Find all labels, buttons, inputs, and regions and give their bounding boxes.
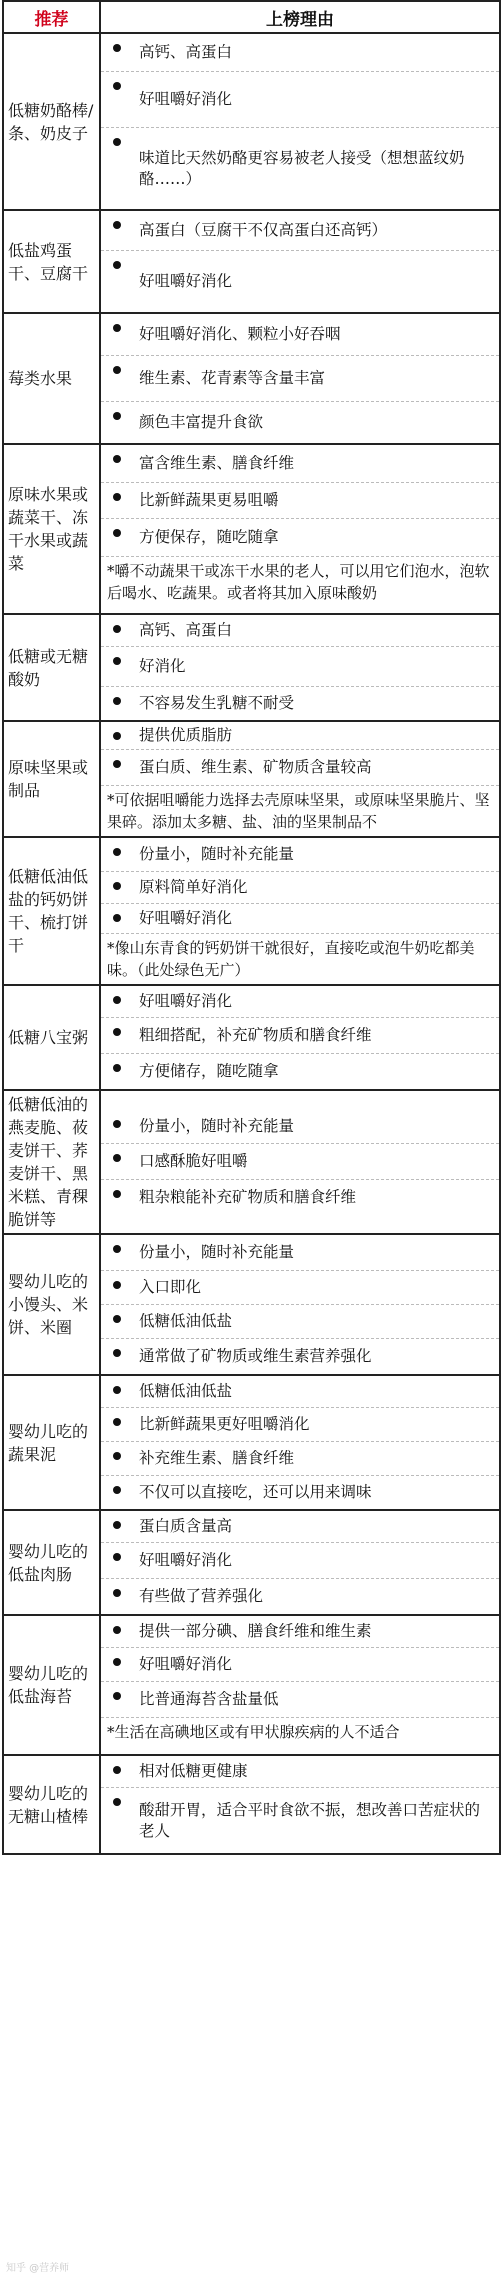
reason-item [101,1756,499,1788]
reason-item [101,1110,499,1144]
reason-item [101,483,499,519]
bullet-icon [113,760,121,768]
reason-item [101,1579,499,1614]
reason-text: 不仅可以直接吃，还可以用来调味 [139,1483,372,1501]
reason-text: 高钙、高蛋白 [139,621,233,639]
reason-item [101,986,499,1018]
food-name-cell: 低盐鸡蛋干、豆腐干 [3,210,100,313]
reason-item [101,615,499,647]
reason-item [101,647,499,687]
reason-item [101,750,499,786]
reason-item [101,1144,499,1180]
reason-text: 酸甜开胃，适合平时食欲不振，想改善口苦症状的老人 [139,1800,481,1840]
note-text: *嚼不动蔬果干或冻干水果的老人，可以用它们泡水，泡软后喝水、吃蔬果。或者将其加入原味酸奶 [107,562,490,602]
bullet-icon [113,697,121,705]
reasons-cell [100,444,500,614]
reason-item [101,904,499,934]
reason-text: 好咀嚼好消化 [139,992,233,1010]
bullet-icon [113,996,121,1004]
table-row [3,614,500,721]
bullet-icon [113,1452,121,1460]
table-row [3,33,500,210]
reason-text: 份量小，随时补充能量 [139,845,295,863]
bullet-icon [113,412,121,420]
reason-text: 维生素、花青素等含量丰富 [139,369,326,387]
reasons-cell [100,313,500,444]
reason-item [101,1235,499,1271]
reason-item [101,1018,499,1054]
reasons-cell [100,1615,500,1755]
bullet-icon [113,138,121,146]
reason-text: 粗杂粮能补充矿物质和膳食纤维 [139,1187,357,1206]
bullet-icon [113,848,121,856]
reason-text: 原料简单好消化 [139,878,248,896]
table-row [3,1234,500,1375]
watermark: 知乎 @营养师 [6,2263,70,2274]
bullet-icon [113,1315,121,1323]
food-name-cell: 莓类水果 [3,313,100,444]
reason-item [101,519,499,557]
reason-item [101,872,499,904]
bullet-icon [113,914,121,922]
reason-text: 味道比天然奶酪更容易被老人接受（想想蓝纹奶酪……） [139,148,465,188]
table-row [3,444,500,614]
reason-text: 蛋白质含量高 [139,1517,233,1535]
table-row [3,1375,500,1510]
reasons-cell [100,1375,500,1510]
reason-text: 不容易发生乳糖不耐受 [139,694,295,712]
reason-text: 低糖低油低盐 [139,1382,233,1400]
bullet-icon [113,1245,121,1253]
bullet-icon [113,625,121,633]
bullet-icon [113,261,121,269]
reason-text: 相对低糖更健康 [139,1762,248,1780]
reason-item [101,34,499,72]
reason-column-header: 上榜理由 [100,1,500,33]
note-text: *生活在高碘地区或有甲状腺疾病的人不适合 [107,1723,400,1741]
food-name-cell: 婴幼儿吃的无糖山楂棒 [3,1755,100,1854]
reason-text: 高钙、高蛋白 [139,43,233,61]
reason-text: 有些做了营养强化 [139,1587,264,1605]
reason-text: 蛋白质、维生素、矿物质含量较高 [139,758,372,776]
bullet-icon [113,882,121,890]
table-row [3,210,500,313]
food-name-cell: 婴幼儿吃的低盐海苔 [3,1615,100,1755]
bullet-icon [113,1658,121,1666]
bullet-icon [113,324,121,332]
food-name-cell: 低糖低油的燕麦脆、莜麦饼干、荞麦饼干、黑米糕、青稞脆饼等 [3,1090,100,1234]
reason-text: 好消化 [139,657,186,675]
bullet-icon [113,1521,121,1529]
food-name-cell: 原味坚果或制品 [3,721,100,837]
reason-item [101,1180,499,1215]
bullet-icon [113,1626,121,1634]
bullet-icon [113,493,121,501]
bullet-icon [113,1154,121,1162]
reason-item [101,211,499,251]
bullet-icon [113,1281,121,1289]
reason-text: 高蛋白（豆腐干不仅高蛋白还高钙） [139,221,388,239]
bullet-icon [113,1798,121,1806]
bullet-icon [113,1120,121,1128]
reason-item [101,1543,499,1579]
reasons-cell [100,614,500,721]
reason-text: 份量小，随时补充能量 [139,1243,295,1261]
recommend-column-header: 推荐 [3,1,100,33]
reasons-cell [100,1090,500,1234]
bullet-icon [113,455,121,463]
reason-item [101,1305,499,1339]
food-name-cell: 婴幼儿吃的低盐肉肠 [3,1510,100,1615]
reason-text: 富含维生素、膳食纤维 [139,454,295,472]
reason-text: 比新鲜蔬果更易咀嚼 [139,491,279,509]
bullet-icon [113,1349,121,1357]
reason-text: 好咀嚼好消化 [139,90,233,108]
bullet-icon [113,1553,121,1561]
reason-item [101,722,499,750]
food-name-cell: 婴幼儿吃的蔬果泥 [3,1375,100,1510]
reason-item [101,128,499,209]
reason-text: 口感酥脆好咀嚼 [139,1151,248,1170]
reason-item [101,251,499,312]
reason-text: 比普通海苔含盐量低 [139,1690,279,1708]
reason-text: 方便保存，随吃随拿 [139,528,279,546]
reason-item [101,314,499,356]
reasons-cell [100,210,500,313]
reasons-cell [100,33,500,210]
table-row [3,721,500,837]
reason-text: 低糖低油低盐 [139,1312,233,1330]
reasons-cell [100,985,500,1090]
reason-item [101,1054,499,1089]
table-row [3,1755,500,1854]
table-row [3,837,500,985]
bullet-icon [113,657,121,665]
table-row [3,1615,500,1755]
table-row [3,985,500,1090]
bullet-icon [113,1028,121,1036]
reasons-cell [100,1755,500,1854]
reasons-cell [100,837,500,985]
reason-text: 颜色丰富提升食欲 [139,413,264,431]
reason-text: 好咀嚼好消化 [139,909,233,927]
bullet-icon [113,44,121,52]
food-name-cell: 婴幼儿吃的小馒头、米饼、米圈 [3,1234,100,1375]
reason-text: 提供一部分碘、膳食纤维和维生素 [139,1622,372,1640]
reason-item [101,402,499,443]
reason-item [101,1442,499,1476]
reasons-cell [100,1510,500,1615]
bullet-icon [113,1386,121,1394]
reason-text: 提供优质脂肪 [139,726,233,744]
reason-item [101,1476,499,1509]
bullet-icon [113,82,121,90]
reason-item [101,1376,499,1408]
bullet-icon [113,1190,121,1198]
reason-item [101,445,499,483]
note-text: *像山东青食的钙奶饼干就很好，直接吃或泡牛奶吃都美味。（此处绿色无广） [107,939,475,979]
bullet-icon [113,732,121,740]
reason-item [101,1788,499,1853]
reason-item [101,1648,499,1682]
reasons-cell [100,1234,500,1375]
reason-item [101,1271,499,1305]
reason-text: 份量小，随时补充能量 [139,1116,295,1135]
snack-recommendation-table [2,0,501,1855]
table-row [3,313,500,444]
note-text: *可依据咀嚼能力选择去壳原味坚果，或原味坚果脆片、坚果碎。添加太多糖、盐、油的坚果制品不 [107,791,490,831]
reason-text: 好咀嚼好消化 [139,1655,233,1673]
reason-item [101,1682,499,1718]
reason-text: 粗细搭配，补充矿物质和膳食纤维 [139,1026,372,1044]
food-name-cell: 低糖奶酪棒/条、奶皮子 [3,33,100,210]
food-name-cell: 低糖八宝粥 [3,985,100,1090]
reason-item [101,1408,499,1442]
reason-item [101,1511,499,1543]
reason-text: 入口即化 [139,1278,202,1296]
food-name-cell: 低糖低油低盐的钙奶饼干、梳打饼干 [3,837,100,985]
bullet-icon [113,1418,121,1426]
reason-text: 好咀嚼好消化、颗粒小好吞咽 [139,325,341,343]
bullet-icon [113,1486,121,1494]
reason-text: 好咀嚼好消化 [139,272,233,290]
reason-item [101,687,499,720]
table-header-row [3,1,500,33]
reason-item [101,1616,499,1648]
bullet-icon [113,1692,121,1700]
food-name-cell: 低糖或无糖酸奶 [3,614,100,721]
table-row [3,1510,500,1615]
reason-item [101,838,499,872]
table-row [3,1090,500,1234]
reason-text: 方便储存，随吃随拿 [139,1062,279,1080]
bullet-icon [113,221,121,229]
reason-item [101,356,499,402]
reason-text: 好咀嚼好消化 [139,1551,233,1569]
bullet-icon [113,1589,121,1597]
reason-item [101,72,499,128]
bullet-icon [113,366,121,374]
reasons-cell [100,721,500,837]
reason-text: 补充维生素、膳食纤维 [139,1449,295,1467]
reason-text: 比新鲜蔬果更好咀嚼消化 [139,1415,310,1433]
bullet-icon [113,529,121,537]
reason-item [101,1339,499,1374]
food-name-cell: 原味水果或蔬菜干、冻干水果或蔬菜 [3,444,100,614]
bullet-icon [113,1766,121,1774]
bullet-icon [113,1064,121,1072]
reason-text: 通常做了矿物质或维生素营养强化 [139,1347,372,1365]
